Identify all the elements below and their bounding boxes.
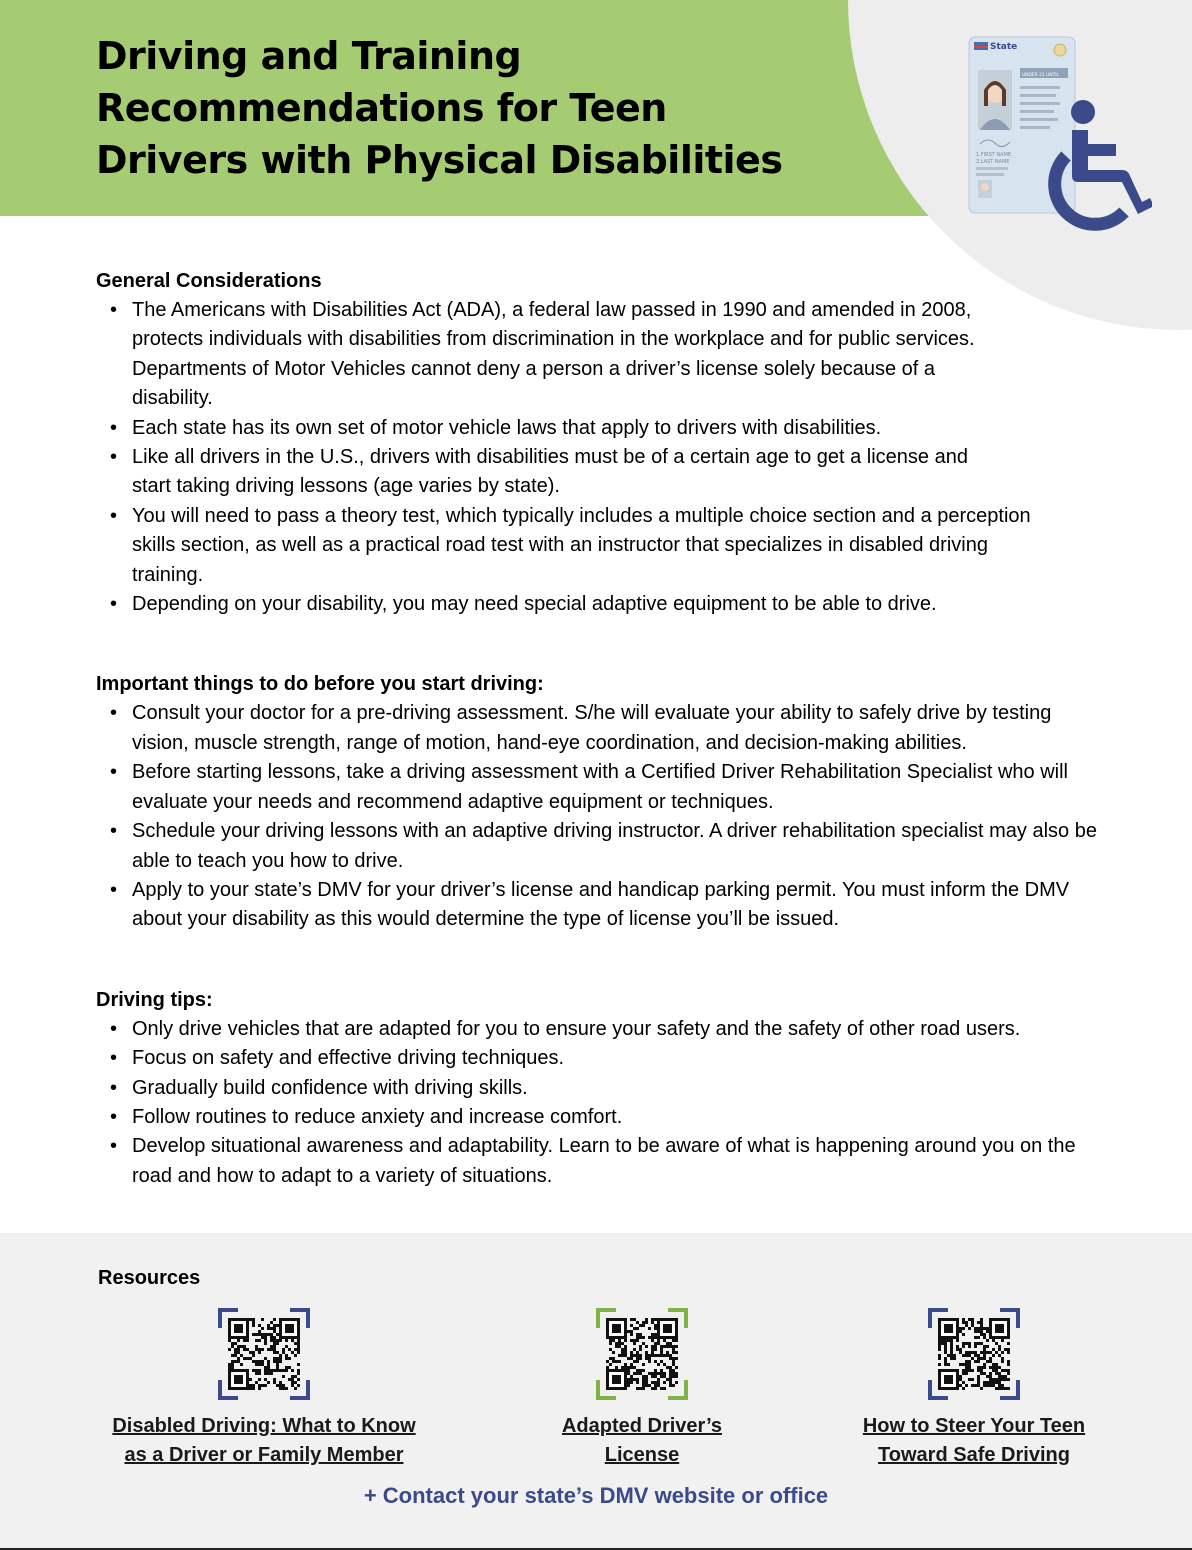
resource-link-disabled-driving[interactable] (84, 1412, 444, 1470)
qr-code-icon[interactable] (596, 1308, 688, 1400)
driving-tips-section (96, 987, 1136, 1191)
list-item: • Each state has its own set of motor vehicle laws that apply to drivers with disabilities. (132, 414, 1136, 443)
section-heading: General Considerations (96, 270, 322, 292)
bullet-list (96, 1015, 1136, 1191)
title-line: Driving and Training (96, 34, 522, 78)
card-name-line-2: 2.LAST NAME (976, 159, 1010, 165)
page-title (96, 30, 836, 186)
qr-code-icon[interactable] (218, 1308, 310, 1400)
resource-link-steer-your-teen[interactable] (824, 1412, 1124, 1470)
list-item: • Gradually build confidence with driving skills. (132, 1074, 1136, 1103)
link-line: Disabled Driving: What to Know (112, 1415, 416, 1437)
bullet-list (96, 296, 1136, 619)
list-item: • The Americans with Disabilities Act (ADA), a federal law passed in 1990 and amended in 2008, protects individuals with disabilities from discrimination in the workplace and for public services. Departments of Motor Vehicles cannot deny a person a driver’s license solely because of a disability. (132, 296, 1002, 414)
link-line: Adapted Driver’s (561, 1415, 723, 1437)
card-state-label: State (990, 42, 1018, 52)
resources-footer (0, 1233, 1192, 1550)
bullet-list (96, 699, 1136, 934)
list-item: • You will need to pass a theory test, which typically includes a multiple choice section and a perception skills section, as well as a practical road test with an instructor that specializes in disabled driving training. (132, 502, 1032, 590)
card-under-label: UNDER 21 UNTIL (1022, 73, 1060, 78)
section-heading: Driving tips: (96, 988, 213, 1011)
before-driving-section (96, 671, 1136, 934)
list-item: • Before starting lessons, take a driving assessment with a Certified Driver Rehabilitation Specialist who will evaluate your needs and recommend adaptive equipment or techniques. (132, 758, 1122, 817)
list-item: • Consult your doctor for a pre-driving assessment. S/he will evaluate your ability to safely drive by testing vision, muscle strength, range of motion, hand-eye coordination, and decision-making abilities. (132, 699, 1112, 758)
wheelchair-icon (1022, 100, 1152, 246)
list-item: • Like all drivers in the U.S., drivers with disabilities must be of a certain age to get a license and start taking driving lessons (age varies by state). (132, 443, 1012, 502)
resource-link-adapted-license[interactable] (512, 1412, 772, 1470)
list-item: • Apply to your state’s DMV for your driver’s license and handicap parking permit. You must inform the DMV about your disability as this would determine the type of license you’ll be issued. (132, 876, 1117, 935)
general-considerations-section (96, 268, 1136, 619)
list-item: • Only drive vehicles that are adapted for you to ensure your safety and the safety of other road users. (132, 1015, 1136, 1044)
title-line: Recommendations for Teen (96, 86, 667, 130)
card-name-line-1: 1.FIRST NAME (976, 152, 1012, 158)
link-line: How to Steer Your Teen (862, 1415, 1086, 1437)
list-item: • Follow routines to reduce anxiety and increase comfort. (132, 1103, 1136, 1132)
section-heading: Important things to do before you start driving: (96, 673, 544, 696)
link-line: as a Driver or Family Member (124, 1444, 404, 1466)
main-content (96, 268, 1136, 1191)
list-item: • Develop situational awareness and adaptability. Learn to be aware of what is happening around you on the road and how to adapt to a variety of situations. (132, 1132, 1102, 1191)
list-item: • Schedule your driving lessons with an adaptive driving instructor. A driver rehabilitation specialist may also be able to teach you how to drive. (132, 817, 1117, 876)
contact-dmv-note: + Contact your state’s DMV website or office (363, 1483, 829, 1508)
link-line: License (604, 1444, 680, 1466)
list-item: • Depending on your disability, you may need special adaptive equipment to be able to drive. (132, 590, 1136, 619)
qr-code-icon[interactable] (928, 1308, 1020, 1400)
resources-heading: Resources (98, 1267, 201, 1289)
title-line: Drivers with Physical Disabilities (96, 138, 783, 182)
list-item: • Focus on safety and effective driving techniques. (132, 1044, 1136, 1073)
link-line: Toward Safe Driving (878, 1444, 1070, 1466)
